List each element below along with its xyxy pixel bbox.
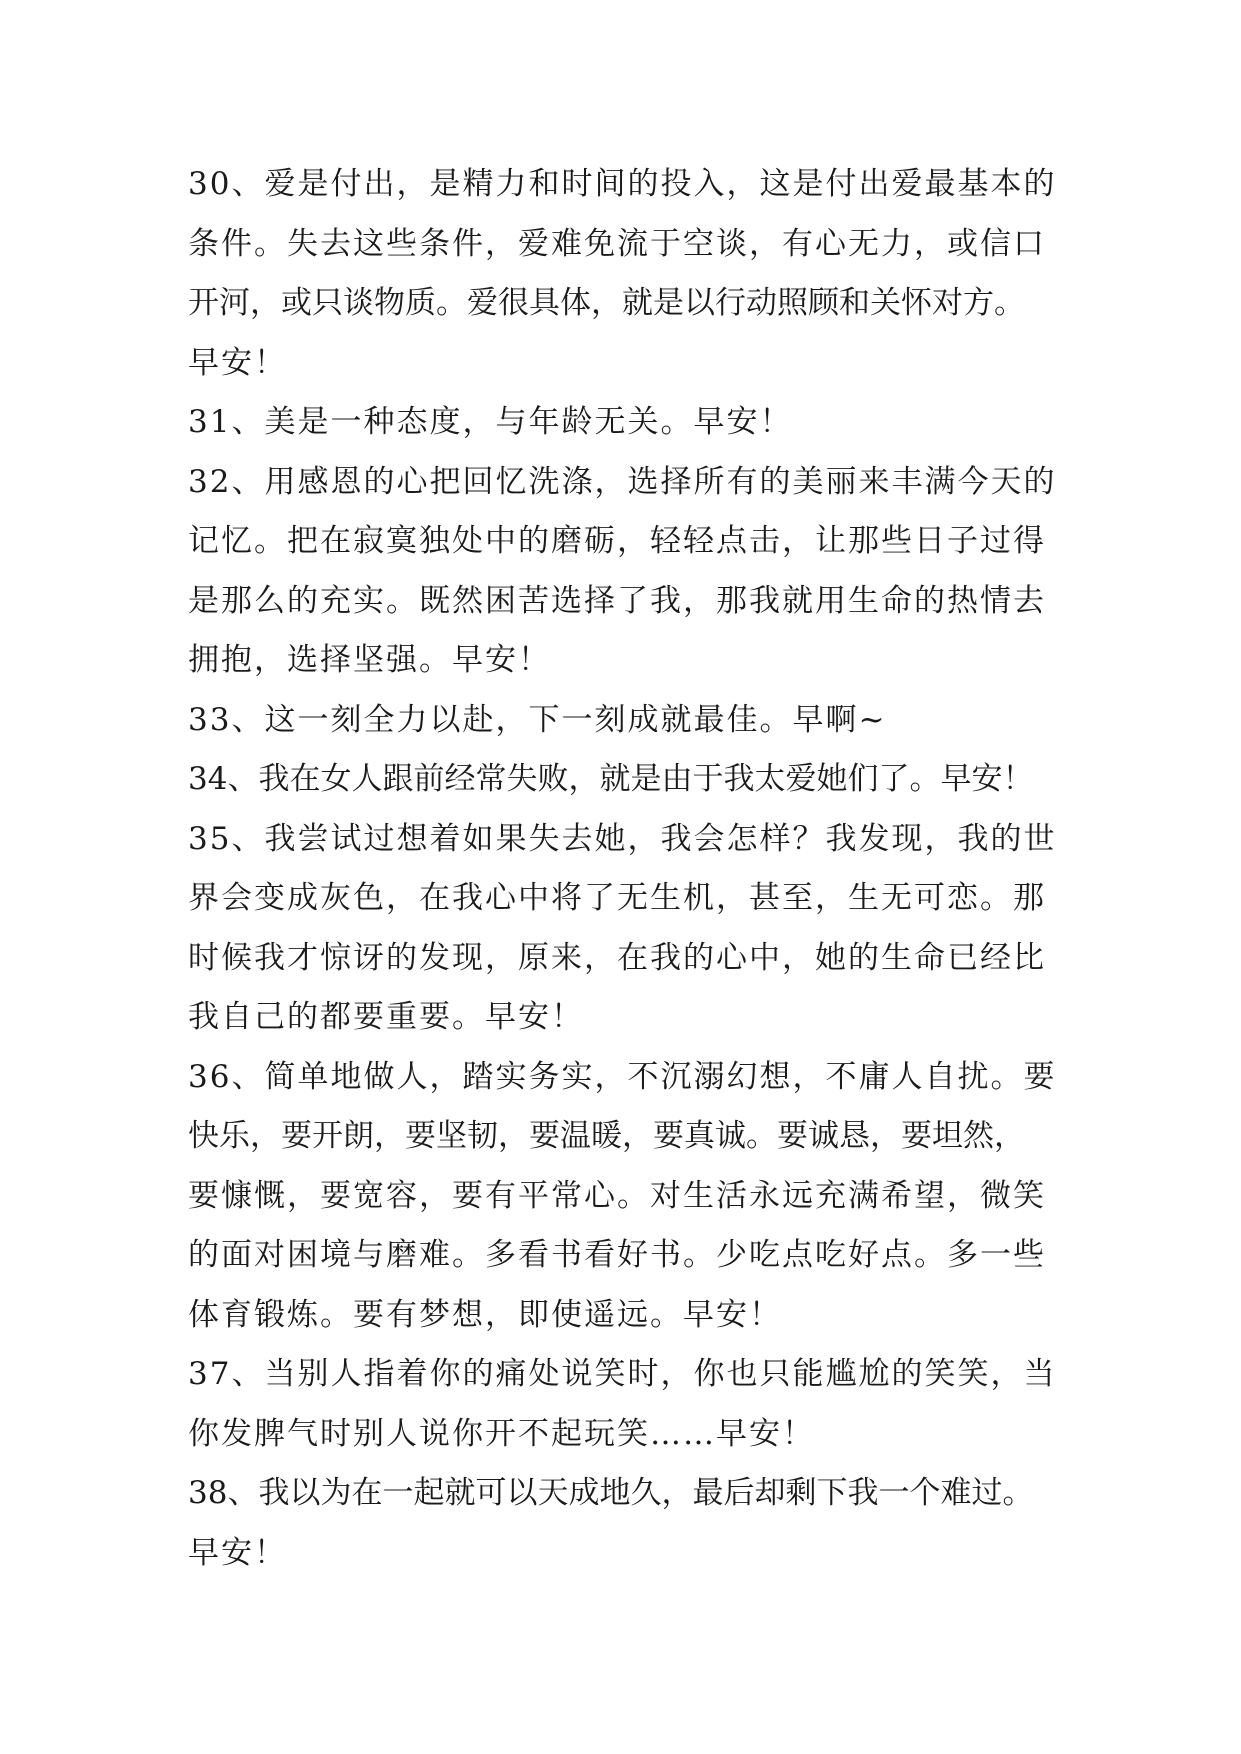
- text-line: 条件。失去这些条件，爱难免流于空谈，有心无力，或信口: [188, 225, 1046, 262]
- text-line: 早安！: [188, 1534, 287, 1571]
- text-line: 38、我以为在一起就可以天成地久，最后却剩下我一个难过。: [188, 1475, 1034, 1511]
- text-line: 31、美是一种态度，与年龄无关。早安！: [188, 404, 793, 440]
- text-line: 32、用感恩的心把回忆洗涤，选择所有的美丽来丰满今天的: [188, 463, 1057, 500]
- text-line: 拥抱，选择坚强。早安！: [188, 642, 551, 678]
- text-line: 36、简单地做人，踏实务实，不沉溺幻想，不庸人自扰。要: [188, 1058, 1057, 1095]
- text-line: 时候我才惊讶的发现，原来，在我的心中，她的生命已经比: [188, 939, 1046, 976]
- text-line: 开河，或只谈物质。爱很具体，就是以行动照顾和关怀对方。: [188, 285, 1025, 321]
- text-line: 界会变成灰色，在我心中将了无生机，甚至，生无可恋。那: [188, 880, 1046, 916]
- text-line: 35、我尝试过想着如果失去她，我会怎样？我发现，我的世: [188, 820, 1057, 857]
- text-line: 体育锻炼。要有梦想，即使遥远。早安！: [188, 1296, 782, 1333]
- document-body: [188, 155, 1058, 1583]
- text-line: 是那么的充实。既然困苦选择了我，那我就用生命的热情去: [188, 582, 1046, 619]
- text-line: 34、我在女人跟前经常失败，就是由于我太爱她们了。早安！: [188, 761, 1034, 797]
- text-line: 的面对困境与磨难。多看书看好书。少吃点吃好点。多一些: [188, 1237, 1046, 1273]
- text-line: 我自己的都要重要。早安！: [188, 999, 584, 1035]
- text-line: 37、当别人指着你的痛处说笑时，你也只能尴尬的笑笑，当: [188, 1356, 1057, 1392]
- text-line: 快乐，要开朗，要坚韧，要温暖，要真诚。要诚恳，要坦然，: [188, 1118, 1025, 1154]
- text-line: 你发脾气时别人说你开不起玩笑……早安！: [188, 1415, 815, 1452]
- text-line: 要慷慨，要宽容，要有平常心。对生活永远充满希望，微笑: [188, 1177, 1046, 1214]
- text-line: 早安！: [188, 344, 287, 381]
- text-line: 30、爱是付出，是精力和时间的投入，这是付出爱最基本的: [188, 166, 1057, 202]
- text-line: 记忆。把在寂寞独处中的磨砺，轻轻点击，让那些日子过得: [188, 523, 1046, 559]
- text-line: 33、这一刻全力以赴，下一刻成就最佳。早啊~: [188, 701, 887, 738]
